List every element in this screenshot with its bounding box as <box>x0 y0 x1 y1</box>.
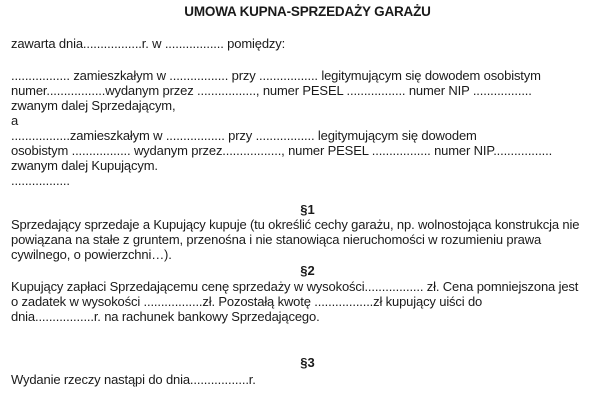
document-title: UMOWA KUPNA-SPRZEDAŻY GARAŻU <box>184 4 431 19</box>
conjunction: a <box>11 113 19 128</box>
buyer-line-4: ................. <box>11 173 70 188</box>
section-1-line-3: cywilnego, o powierzchni…). <box>11 247 172 262</box>
section-2-line-3: dnia.................r. na rachunek bankowy Sprzedającego. <box>11 309 320 324</box>
section-2-line-2: o zadatek w wysokości .................zł. Pozostałą kwotę .................zł kupujący uiści do <box>11 294 483 309</box>
seller-line-3: zwanym dalej Sprzedającym, <box>11 98 176 113</box>
section-3-heading: §3 <box>300 355 315 370</box>
section-1-line-1: Sprzedający sprzedaje a Kupujący kupuje (tu określić cechy garażu, np. wolnostojąca konstrukcja nie <box>11 217 580 232</box>
section-2-line-1: Kupujący zapłaci Sprzedającemu cenę sprzedaży w wysokości................. zł. Cena pomniejszona jest <box>11 279 579 294</box>
seller-line-1: ................. zamieszkałym w ................. przy ................. legitymującym się dowodem osobistym <box>11 68 541 83</box>
section-1-line-2: powiązana na stałe z gruntem, przenośna i nie stanowiąca nieruchomości w rozumieniu prawa <box>11 232 542 247</box>
seller-line-2: numer.................wydanym przez ................., numer PESEL ................. numer NIP ................. <box>11 83 532 98</box>
section-1-heading: §1 <box>300 202 315 217</box>
section-3-line-1: Wydanie rzeczy nastąpi do dnia.................r. <box>11 372 256 387</box>
intro-line: zawarta dnia.................r. w ................. pomiędzy: <box>11 36 286 51</box>
section-2-heading: §2 <box>300 263 315 278</box>
buyer-line-1: .................zamieszkałym w ................. przy ................. legitymującym się dowodem <box>11 128 477 143</box>
buyer-line-2: osobistym ................. wydanym przez................., numer PESEL ................. numer NIP................. <box>11 143 553 158</box>
buyer-line-3: zwanym dalej Kupującym. <box>11 158 158 173</box>
